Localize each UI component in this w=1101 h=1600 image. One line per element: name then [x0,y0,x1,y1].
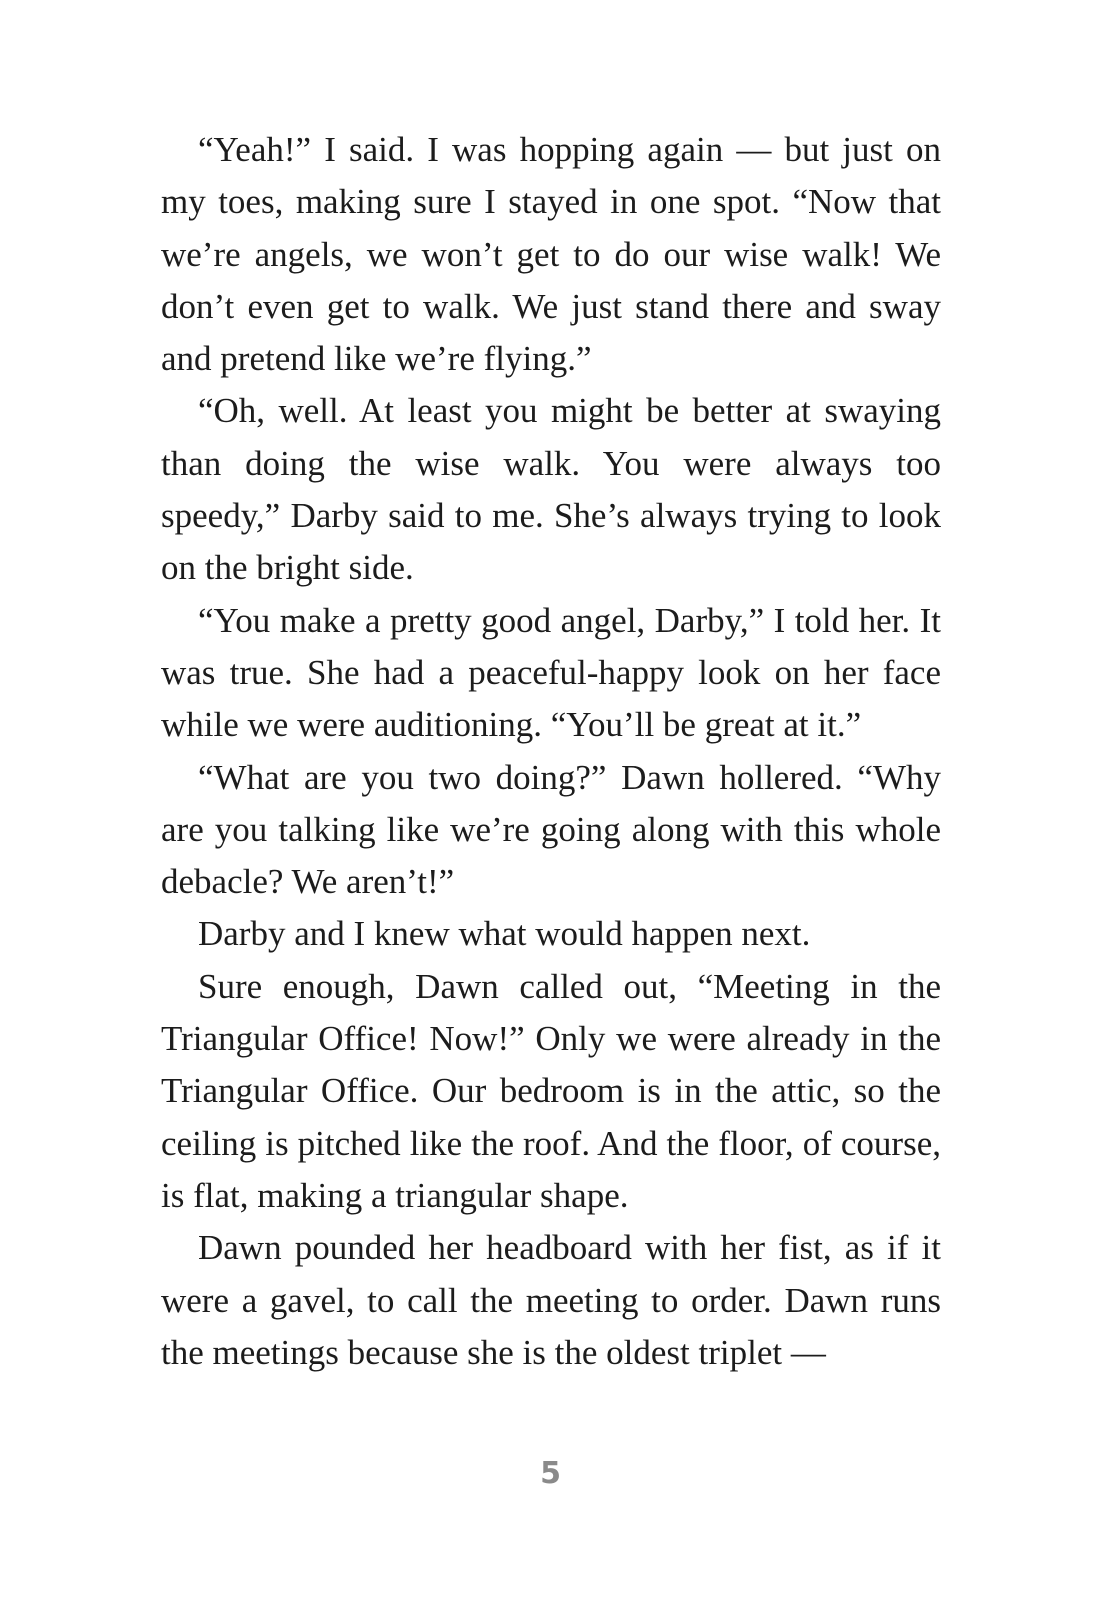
paragraph-4: “What are you two doing?” Dawn hollered. “Why are you talking like we’re going along with this whole debacle? We aren’t!” [161,757,941,902]
body-text [161,124,941,1379]
paragraph-5: Darby and I knew what would happen next. [198,914,811,954]
paragraph-6: Sure enough, Dawn called out, “Meeting in the Triangular Office! Now!” Only we were already in the Triangular Office. Our bedroom is in the attic, so the ceiling is pitched like the roof. And the floor, of course, is flat, making a triangular shape. [161,966,941,1215]
paragraph-1: “Yeah!” I said. I was hopping again — but just on my toes, making sure I stayed in one spot. “Now that we’re angels, we won’t get to do our wise walk! We don’t even get to walk. We just stand there and sway and pretend like we’re flying.” [161,130,941,379]
paragraph-2: “Oh, well. At least you might be better at swaying than doing the wise walk. You were always too speedy,” Darby said to me. She’s always trying to look on the bright side. [161,391,941,588]
paragraph-3: “You make a pretty good angel, Darby,” I told her. It was true. She had a peaceful-happy look on her face while we were auditioning. “You’ll be great at it.” [161,600,941,745]
paragraph-7: Dawn pounded her headboard with her fist, as if it were a gavel, to call the meeting to order. Dawn runs the meetings because she is the oldest triplet — [161,1228,941,1372]
page-number: 5 [540,1456,561,1491]
